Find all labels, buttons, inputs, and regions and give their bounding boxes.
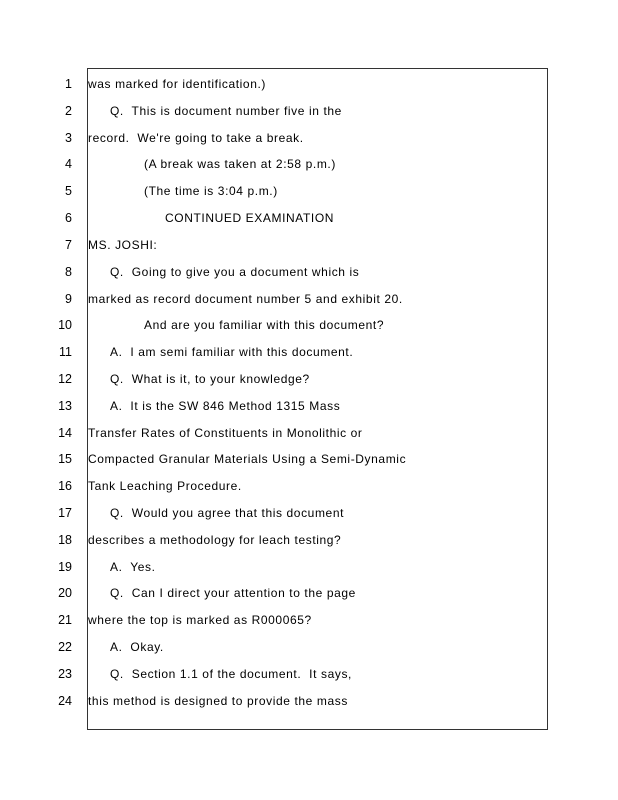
- transcript-line: [0, 339, 618, 366]
- line-number: 19: [58, 560, 72, 574]
- line-text: CONTINUED EXAMINATION: [165, 211, 335, 225]
- line-number: 24: [58, 694, 72, 708]
- line-number: 7: [65, 238, 72, 252]
- line-text: A. It is the SW 846 Method 1315 Mass: [110, 399, 341, 413]
- line-text: (The time is 3:04 p.m.): [144, 184, 278, 198]
- line-number: 3: [65, 131, 72, 145]
- line-number: 13: [58, 399, 72, 413]
- line-text: Q. Can I direct your attention to the page: [110, 586, 356, 600]
- line-text: was marked for identification.): [88, 77, 266, 91]
- line-number: 8: [65, 265, 72, 279]
- line-text: Q. Going to give you a document which is: [110, 265, 360, 279]
- line-number: 2: [65, 104, 72, 118]
- line-number: 21: [58, 613, 72, 627]
- line-text: Tank Leaching Procedure.: [88, 479, 242, 493]
- line-text: Transfer Rates of Constituents in Monolithic or: [88, 426, 363, 440]
- transcript-line: [0, 232, 618, 259]
- line-text: (A break was taken at 2:58 p.m.): [144, 157, 336, 171]
- transcript-line: [0, 446, 618, 473]
- line-text: Q. Would you agree that this document: [110, 506, 345, 520]
- line-number: 9: [65, 292, 72, 306]
- line-text: marked as record document number 5 and exhibit 20.: [88, 292, 403, 306]
- line-text: A. I am semi familiar with this document.: [110, 345, 354, 359]
- line-number: 15: [58, 452, 72, 466]
- line-text: And are you familiar with this document?: [144, 318, 385, 332]
- transcript-line: [0, 393, 618, 420]
- line-text: MS. JOSHI:: [88, 238, 158, 252]
- line-number: 14: [58, 426, 72, 440]
- line-text: A. Yes.: [110, 560, 156, 574]
- line-number: 12: [58, 372, 72, 386]
- line-text: Q. What is it, to your knowledge?: [110, 372, 310, 386]
- line-text: this method is designed to provide the mass: [88, 694, 348, 708]
- line-text: A. Okay.: [110, 640, 164, 654]
- transcript-line: [0, 500, 618, 527]
- line-text: record. We're going to take a break.: [88, 131, 304, 145]
- transcript-line: [0, 580, 618, 607]
- transcript-line: [0, 607, 618, 634]
- transcript-line: [0, 178, 618, 205]
- line-number: 22: [58, 640, 72, 654]
- line-number: 11: [59, 345, 72, 359]
- transcript-line: [0, 473, 618, 500]
- transcript-line: [0, 286, 618, 313]
- line-number: 1: [65, 77, 72, 91]
- transcript-line: [0, 527, 618, 554]
- transcript-line: [0, 554, 618, 581]
- transcript-line: [0, 688, 618, 715]
- line-number: 6: [65, 211, 72, 225]
- transcript-line: [0, 71, 618, 98]
- transcript-line: [0, 205, 618, 232]
- line-number: 5: [65, 184, 72, 198]
- transcript-line: [0, 312, 618, 339]
- line-number: 18: [58, 533, 72, 547]
- line-text: Compacted Granular Materials Using a Semi-Dynamic: [88, 452, 407, 466]
- transcript-line: [0, 151, 618, 178]
- line-number: 17: [58, 506, 72, 520]
- transcript-line: [0, 366, 618, 393]
- line-text: Q. This is document number five in the: [110, 104, 342, 118]
- transcript-line: [0, 661, 618, 688]
- transcript-line: [0, 259, 618, 286]
- line-text: describes a methodology for leach testing?: [88, 533, 342, 547]
- transcript-line: [0, 125, 618, 152]
- transcript-line: [0, 634, 618, 661]
- line-number: 16: [58, 479, 72, 493]
- transcript-line: [0, 98, 618, 125]
- line-number: 4: [65, 157, 72, 171]
- line-text: where the top is marked as R000065?: [88, 613, 312, 627]
- line-number: 23: [58, 667, 72, 681]
- transcript-line: [0, 420, 618, 447]
- line-text: Q. Section 1.1 of the document. It says,: [110, 667, 352, 681]
- line-number: 20: [58, 586, 72, 600]
- line-number: 10: [58, 318, 72, 332]
